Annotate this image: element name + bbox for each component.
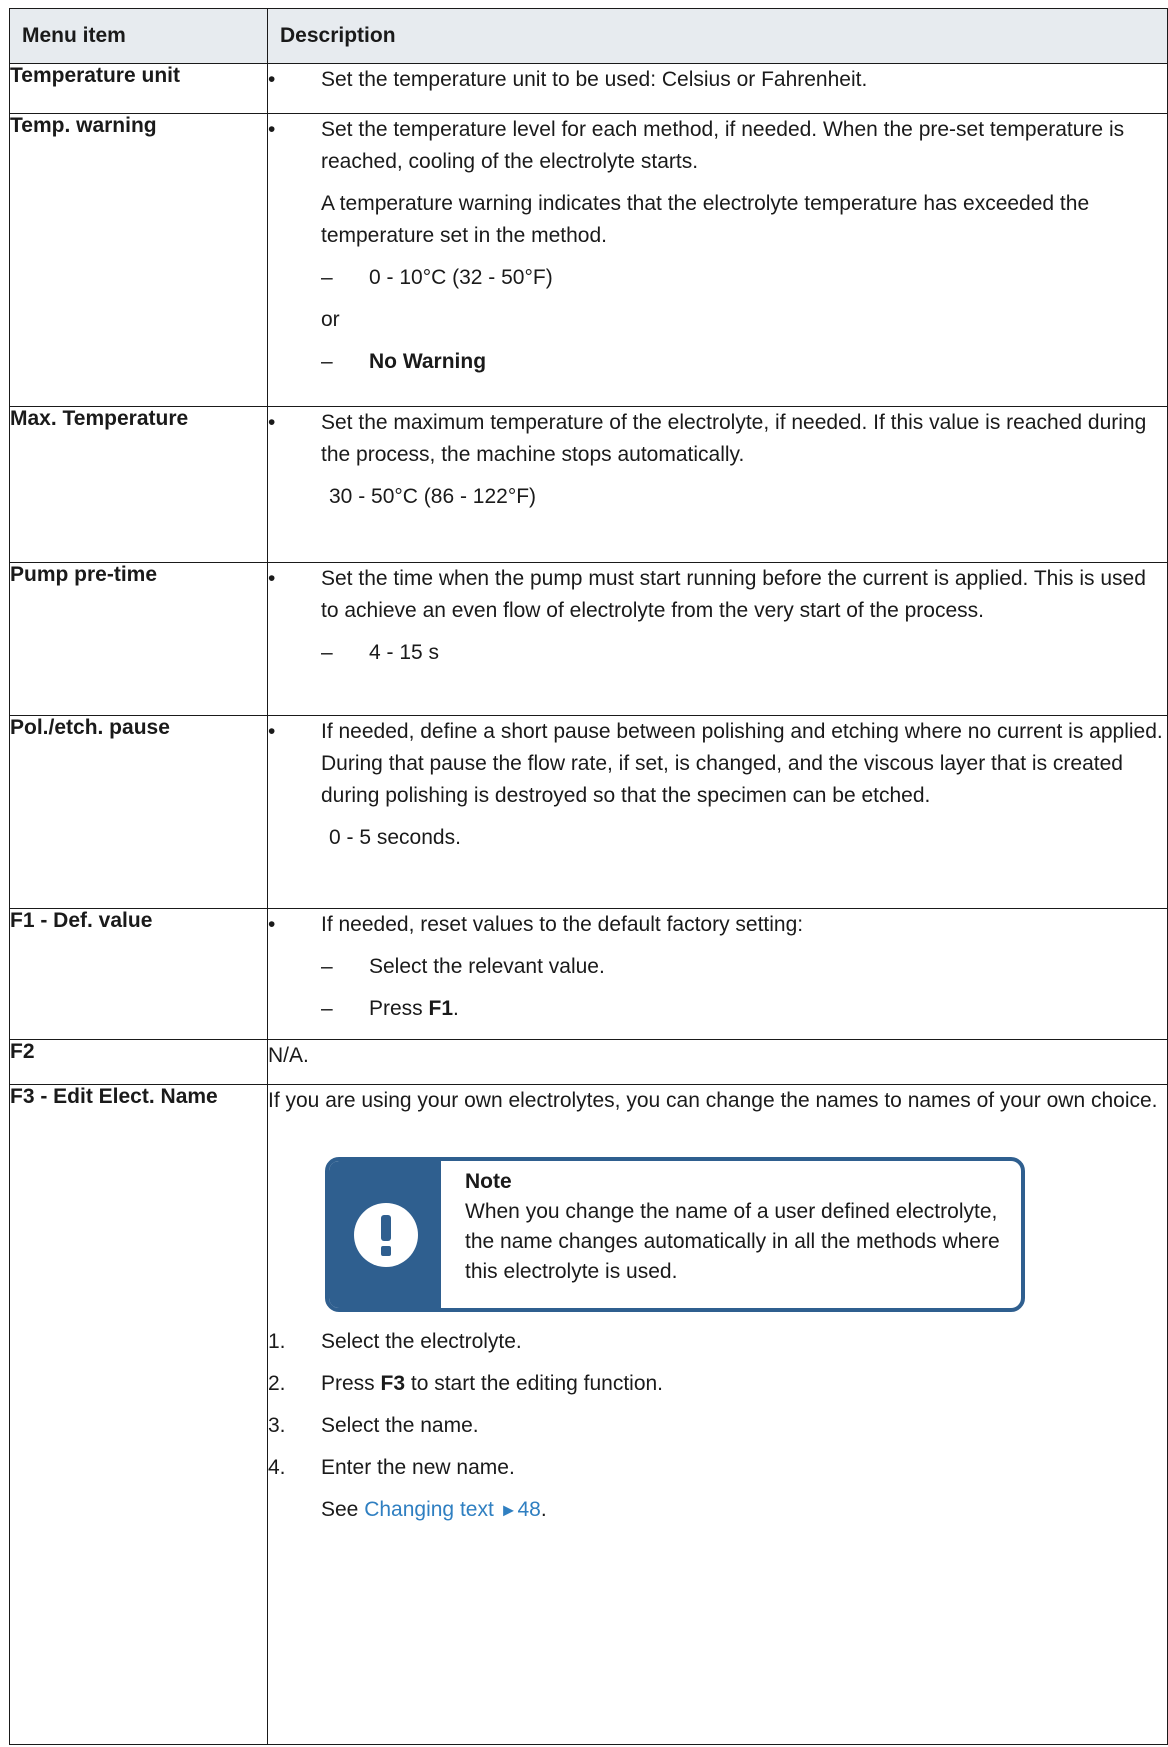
description-cell — [268, 563, 1168, 716]
description-text: If you are using your own electrolytes, you can change the names to names of your own choice. — [268, 1089, 1158, 1112]
description-text: A temperature warning indicates that the electrolyte temperature has exceeded the temperature set in the method. — [321, 192, 1090, 247]
step-number: 1. — [268, 1330, 286, 1353]
bullet: • — [268, 567, 276, 590]
bullet: • — [268, 118, 276, 141]
key-f1: F1 — [428, 997, 454, 1020]
table-row — [10, 407, 1168, 563]
see-suffix: . — [540, 1498, 547, 1521]
step-text — [321, 1368, 663, 1400]
description-cell — [268, 114, 1168, 407]
or-text: or — [321, 308, 340, 331]
bullet: • — [268, 411, 276, 434]
step-suffix: . — [453, 997, 459, 1020]
description-text: N/A. — [268, 1044, 309, 1067]
bullet: • — [268, 913, 276, 936]
changing-text-link[interactable] — [364, 1498, 541, 1521]
step-number: 2. — [268, 1372, 286, 1395]
step-text — [369, 993, 1167, 1025]
step-number: 3. — [268, 1414, 286, 1437]
bullet: • — [268, 68, 276, 91]
menu-item-label: Max. Temperature — [10, 407, 268, 563]
description-cell — [268, 1085, 1168, 1745]
note-title: Note — [465, 1170, 512, 1193]
menu-item-label: Temp. warning — [10, 114, 268, 407]
dash: – — [321, 266, 333, 289]
table-row — [10, 563, 1168, 716]
range-value: 0 - 5 seconds. — [329, 826, 461, 849]
table-header-row — [10, 9, 1168, 64]
step-number: 4. — [268, 1456, 286, 1479]
see-prefix: See — [321, 1498, 365, 1521]
menu-item-label: F2 — [10, 1040, 268, 1085]
menu-description-table — [9, 8, 1168, 1745]
link-text: Changing text — [364, 1498, 494, 1521]
key-f3: F3 — [380, 1372, 406, 1395]
step-text: Select the relevant value. — [369, 955, 605, 978]
note-box — [325, 1157, 1025, 1312]
table-row — [10, 909, 1168, 1040]
dash: – — [321, 955, 333, 978]
menu-item-label: Pol./etch. pause — [10, 716, 268, 909]
note-text: When you change the name of a user defined electrolyte, the name changes automatically in all the methods where this electrolyte is used. — [465, 1200, 1000, 1283]
dash: – — [321, 997, 333, 1020]
step-text: Enter the new name. — [321, 1456, 515, 1479]
range-value: 30 - 50°C (86 - 122°F) — [329, 485, 537, 508]
step-prefix: Press — [369, 997, 429, 1020]
description-cell — [268, 716, 1168, 909]
description-text: Set the temperature level for each method, if needed. When the pre-set temperature is reached, cooling of the electrolyte starts. — [321, 118, 1125, 173]
header-menu-item: Menu item — [10, 9, 268, 64]
description-cell — [268, 64, 1168, 114]
description-text: Set the time when the pump must start running before the current is applied. This is used to achieve an even flow of electrolyte from the very start of the process. — [321, 567, 1146, 622]
link-page: 48 — [517, 1498, 541, 1521]
range-value: 0 - 10°C (32 - 50°F) — [369, 266, 553, 289]
dash: – — [321, 350, 333, 373]
description-cell — [268, 1040, 1168, 1085]
menu-item-label: Pump pre-time — [10, 563, 268, 716]
range-value: 4 - 15 s — [369, 641, 440, 664]
table-row — [10, 716, 1168, 909]
description-text: Set the temperature unit to be used: Celsius or Fahrenheit. — [321, 68, 868, 91]
table-row — [10, 1040, 1168, 1085]
table-row — [10, 64, 1168, 114]
menu-item-label: F1 - Def. value — [10, 909, 268, 1040]
description-cell — [268, 909, 1168, 1040]
no-warning-option: No Warning — [369, 350, 487, 373]
description-text: If needed, reset values to the default factory setting: — [321, 913, 804, 936]
description-text: Set the maximum temperature of the electrolyte, if needed. If this value is reached during the process, the machine stops automatically. — [321, 411, 1147, 466]
step-text: Select the name. — [321, 1414, 479, 1437]
description-text: If needed, define a short pause between polishing and etching where no current is applied. During that pause the flow rate, if set, is changed, and the viscous layer that is created during polishing is destroyed so that the specimen can be etched. — [321, 720, 1163, 807]
menu-item-label: F3 - Edit Elect. Name — [10, 1085, 268, 1745]
dash: – — [321, 641, 333, 664]
table-row — [10, 1085, 1168, 1745]
step-text: Select the electrolyte. — [321, 1330, 522, 1353]
table-row — [10, 114, 1168, 407]
arrow-right-icon: ► — [499, 1500, 518, 1520]
description-cell — [268, 407, 1168, 563]
header-description: Description — [268, 9, 1168, 64]
exclamation-icon — [354, 1203, 418, 1267]
see-also — [321, 1494, 1167, 1526]
step-prefix: Press — [321, 1372, 381, 1395]
bullet: • — [268, 720, 276, 743]
step-suffix: to start the editing function. — [405, 1372, 664, 1395]
menu-item-label: Temperature unit — [10, 64, 268, 114]
